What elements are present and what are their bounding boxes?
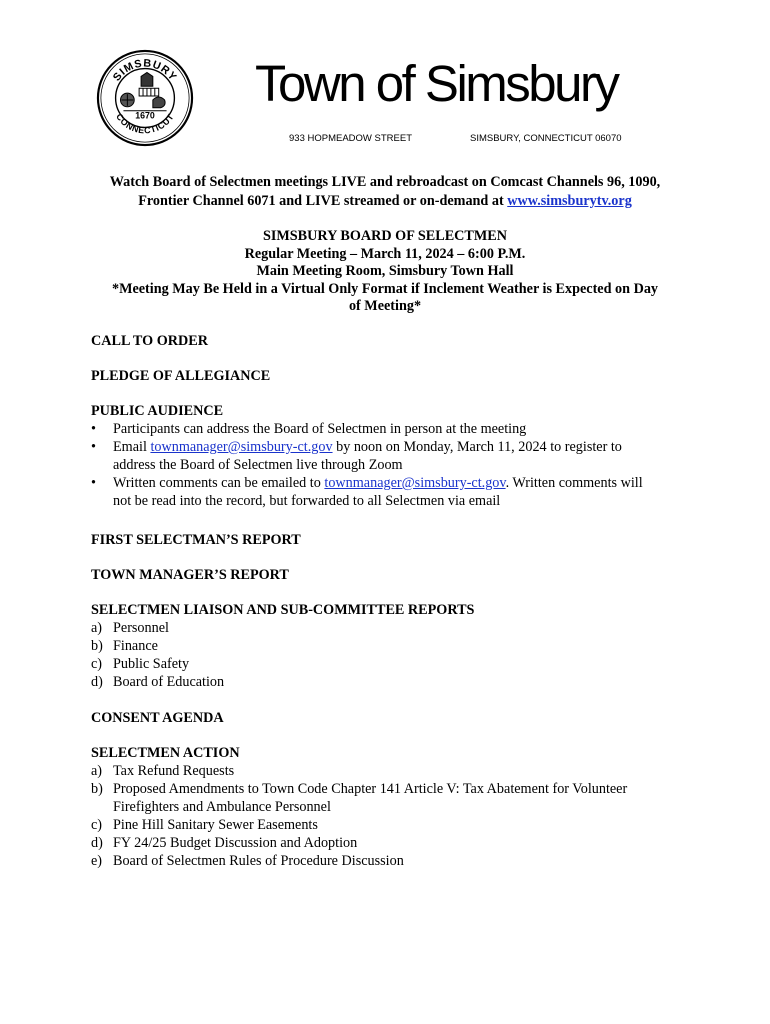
liaison-reports-section bbox=[91, 601, 691, 691]
section-title: SELECTMEN LIAISON AND SUB-COMMITTEE REPORTS bbox=[91, 602, 475, 618]
town-seal-logo bbox=[96, 49, 194, 147]
city-address: SIMSBURY, CONNECTICUT 06070 bbox=[470, 133, 622, 144]
selectmen-action-section bbox=[91, 744, 691, 870]
list-item: e) Board of Selectmen Rules of Procedure Discussion bbox=[91, 853, 404, 869]
list-item: d) FY 24/25 Budget Discussion and Adoption bbox=[91, 835, 358, 851]
section-title: FIRST SELECTMAN’S REPORT bbox=[91, 532, 301, 548]
broadcast-notice bbox=[85, 173, 685, 210]
svg-text:SIMSBURY: SIMSBURY bbox=[110, 57, 180, 84]
list-item: d) Board of Education bbox=[91, 674, 225, 690]
simsburytv-link[interactable]: www.simsburytv.org bbox=[507, 192, 632, 209]
call-to-order-section bbox=[91, 332, 691, 350]
list-item: • Email townmanager@simsbury-ct.gov by noon on Monday, March 11, 2024 to register to address the Board of Selectmen live through Zoom bbox=[91, 438, 691, 474]
notice-line-2: Frontier Channel 6071 and LIVE streamed or on-demand at www.simsburytv.org bbox=[138, 192, 632, 209]
public-audience-section bbox=[91, 402, 691, 510]
svg-text:1670: 1670 bbox=[135, 110, 155, 121]
section-title: CALL TO ORDER bbox=[91, 333, 208, 349]
list-item: c) Pine Hill Sanitary Sewer Easements bbox=[91, 817, 318, 833]
town-manager-report-section bbox=[91, 566, 691, 584]
town-title: Town of Simsbury bbox=[255, 55, 618, 112]
section-title: CONSENT AGENDA bbox=[91, 710, 224, 726]
list-item: b) Proposed Amendments to Town Code Chapter 141 Article V: Tax Abatement for Volunteer Firefighters and Ambulance Personnel bbox=[91, 781, 628, 815]
virtual-note-line-2: of Meeting* bbox=[348, 298, 422, 315]
email-link[interactable]: townmanager@simsbury-ct.gov bbox=[324, 475, 506, 491]
list-item: • Written comments can be emailed to townmanager@simsbury-ct.gov. Written comments will not be read into the record, but forwarded to all Selectmen via email bbox=[91, 474, 691, 510]
section-title: PUBLIC AUDIENCE bbox=[91, 403, 224, 419]
list-item: • Participants can address the Board of Selectmen in person at the meeting bbox=[91, 420, 691, 438]
email-link[interactable]: townmanager@simsbury-ct.gov bbox=[150, 439, 333, 455]
section-title: TOWN MANAGER’S REPORT bbox=[91, 567, 289, 583]
first-selectman-report-section bbox=[91, 531, 691, 549]
list-item: b) Finance bbox=[91, 638, 158, 654]
pledge-section bbox=[91, 367, 691, 385]
street-address: 933 HOPMEADOW STREET bbox=[289, 133, 412, 144]
board-name: SIMSBURY BOARD OF SELECTMEN bbox=[262, 228, 507, 244]
list-item: a) Personnel bbox=[91, 620, 169, 636]
notice-line-1: Watch Board of Selectmen meetings LIVE and rebroadcast on Comcast Channels 96, 1090, bbox=[109, 174, 661, 190]
consent-agenda-section bbox=[91, 709, 691, 727]
list-item: c) Public Safety bbox=[91, 656, 190, 672]
list-item: a) Tax Refund Requests bbox=[91, 763, 235, 779]
svg-text:CONNECTICUT: CONNECTICUT bbox=[114, 111, 176, 136]
section-title: PLEDGE OF ALLEGIANCE bbox=[91, 368, 271, 384]
meeting-date: Regular Meeting – March 11, 2024 – 6:00 P.M. bbox=[244, 245, 526, 262]
meeting-location: Main Meeting Room, Simsbury Town Hall bbox=[256, 263, 514, 280]
virtual-note-line-1: *Meeting May Be Held in a Virtual Only Format if Inclement Weather is Expected on Day bbox=[111, 280, 659, 297]
meeting-header bbox=[85, 228, 685, 316]
section-title: SELECTMEN ACTION bbox=[91, 745, 240, 761]
